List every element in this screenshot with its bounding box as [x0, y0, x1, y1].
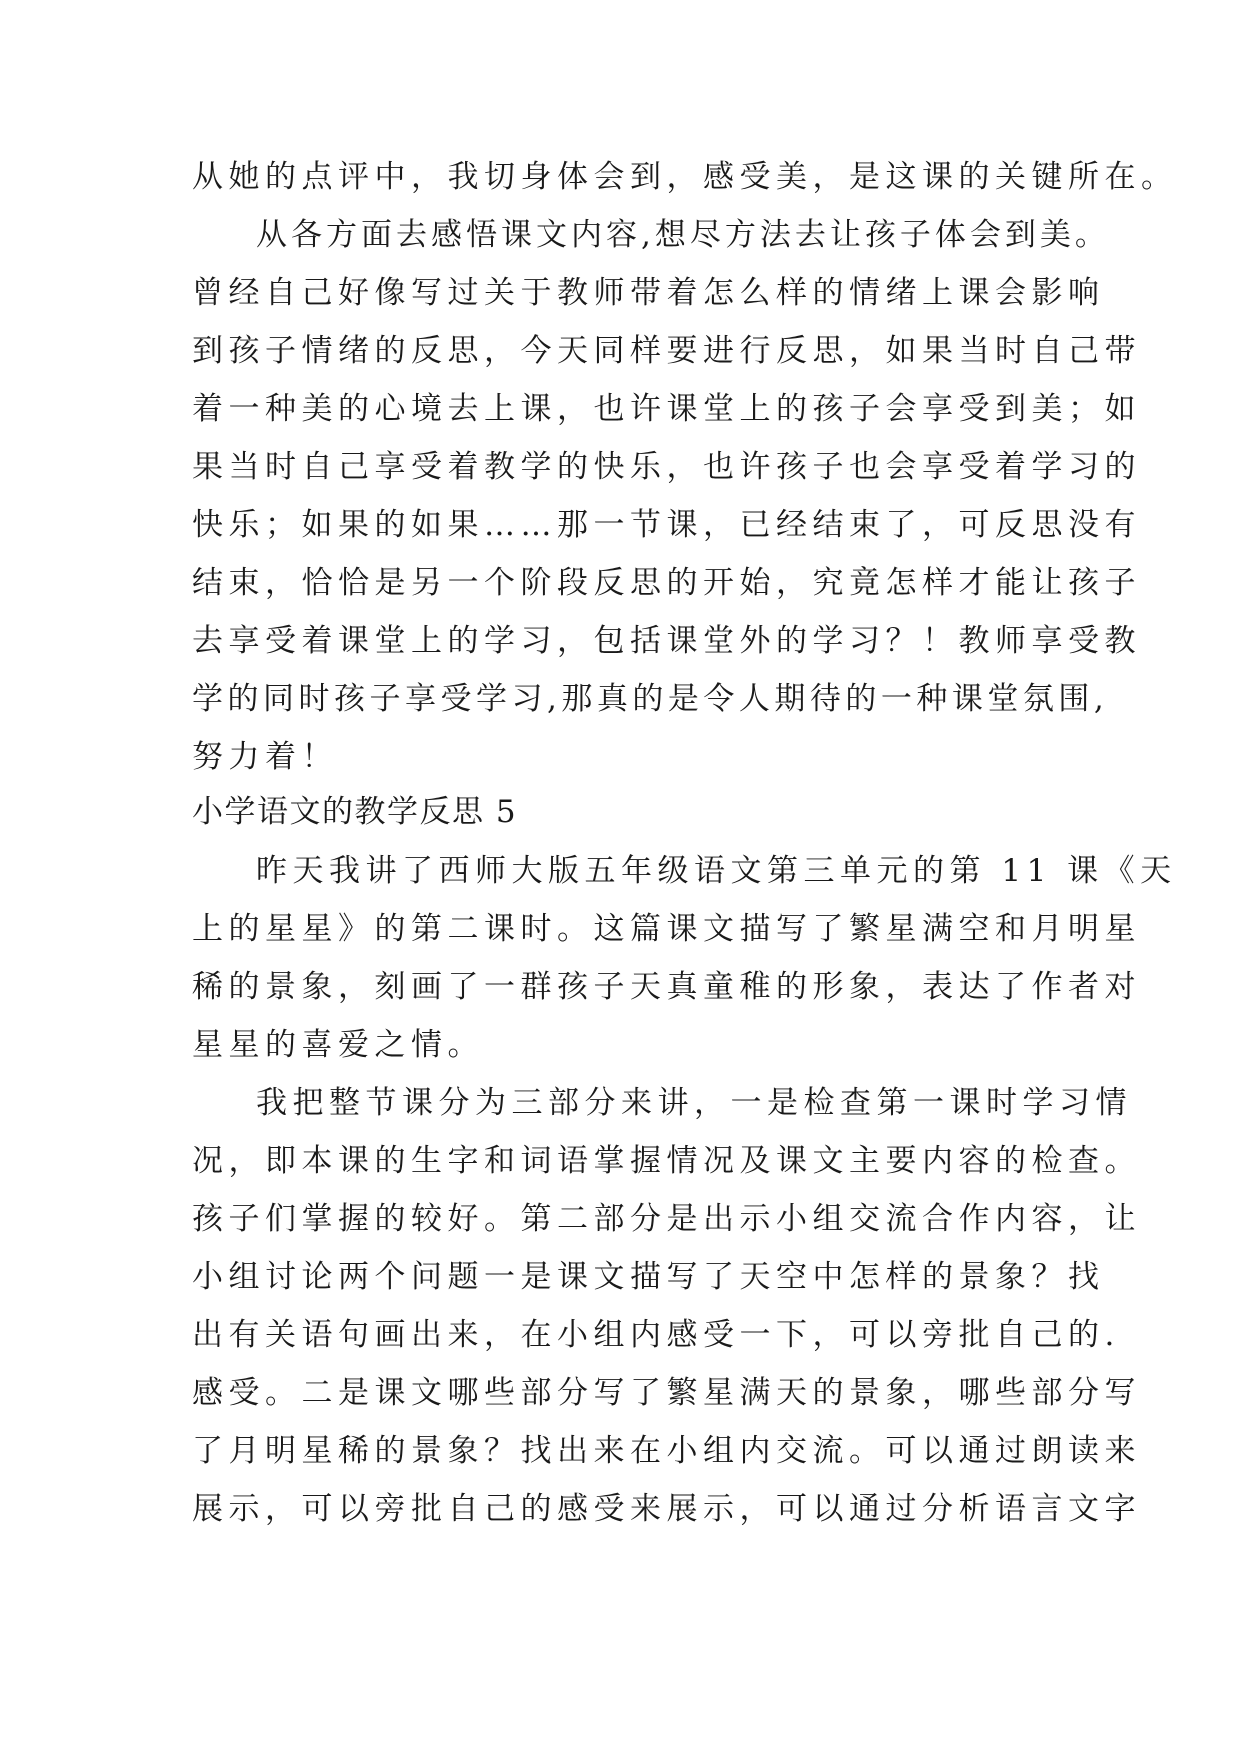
text-line: 星星的喜爱之情。 — [192, 1027, 484, 1063]
text-line: 到孩子情绪的反思，今天同样要进行反思，如果当时自己带 — [192, 333, 1141, 369]
text-line: 出有关语句画出来，在小组内感受一下，可以旁批自己的. — [192, 1317, 1120, 1353]
text-line: 着一种美的心境去上课，也许课堂上的孩子会享受到美；如 — [192, 391, 1141, 427]
text-line: 稀的景象，刻画了一群孩子天真童稚的形象，表达了作者对 — [192, 969, 1141, 1005]
text-line: 努力着！ — [192, 739, 338, 775]
section-heading: 小学语文的教学反思 5 — [192, 794, 518, 830]
text-line: 从她的点评中，我切身体会到，感受美，是这课的关键所在。 — [192, 159, 1178, 195]
text-line: 去享受着课堂上的学习，包括课堂外的学习？！教师享受教 — [192, 623, 1141, 659]
text-line: 展示，可以旁批自己的感受来展示，可以通过分析语言文字 — [192, 1491, 1141, 1527]
text-line: 上的星星》的第二课时。这篇课文描写了繁星满空和月明星 — [192, 911, 1141, 947]
text-line: 况，即本课的生字和词语掌握情况及课文主要内容的检查。 — [192, 1143, 1141, 1179]
text-line: 快乐；如果的如果……那一节课，已经结束了，可反思没有 — [192, 507, 1141, 543]
text-line: 结束，恰恰是另一个阶段反思的开始，究竟怎样才能让孩子 — [192, 565, 1141, 601]
text-line: 果当时自己享受着教学的快乐，也许孩子也会享受着学习的 — [192, 449, 1141, 485]
paragraph-first-line: 从各方面去感悟课文内容,想尽方法去让孩子体会到美。 — [256, 217, 1110, 253]
text-line: 了月明星稀的景象？找出来在小组内交流。可以通过朗读来 — [192, 1433, 1141, 1469]
text-line: 曾经自己好像写过关于教师带着怎么样的情绪上课会影响 — [192, 275, 1105, 311]
text-line: 孩子们掌握的较好。第二部分是出示小组交流合作内容，让 — [192, 1201, 1141, 1237]
text-line: 感受。二是课文哪些部分写了繁星满天的景象，哪些部分写 — [192, 1375, 1141, 1411]
paragraph-first-line: 我把整节课分为三部分来讲，一是检查第一课时学习情 — [256, 1085, 1132, 1121]
paragraph-first-line: 昨天我讲了西师大版五年级语文第三单元的第 11 课《天 — [256, 853, 1177, 889]
text-line: 小组讨论两个问题一是课文描写了天空中怎样的景象？找 — [192, 1259, 1105, 1295]
text-line: 学的同时孩子享受学习,那真的是令人期待的一种课堂氛围, — [192, 681, 1109, 717]
